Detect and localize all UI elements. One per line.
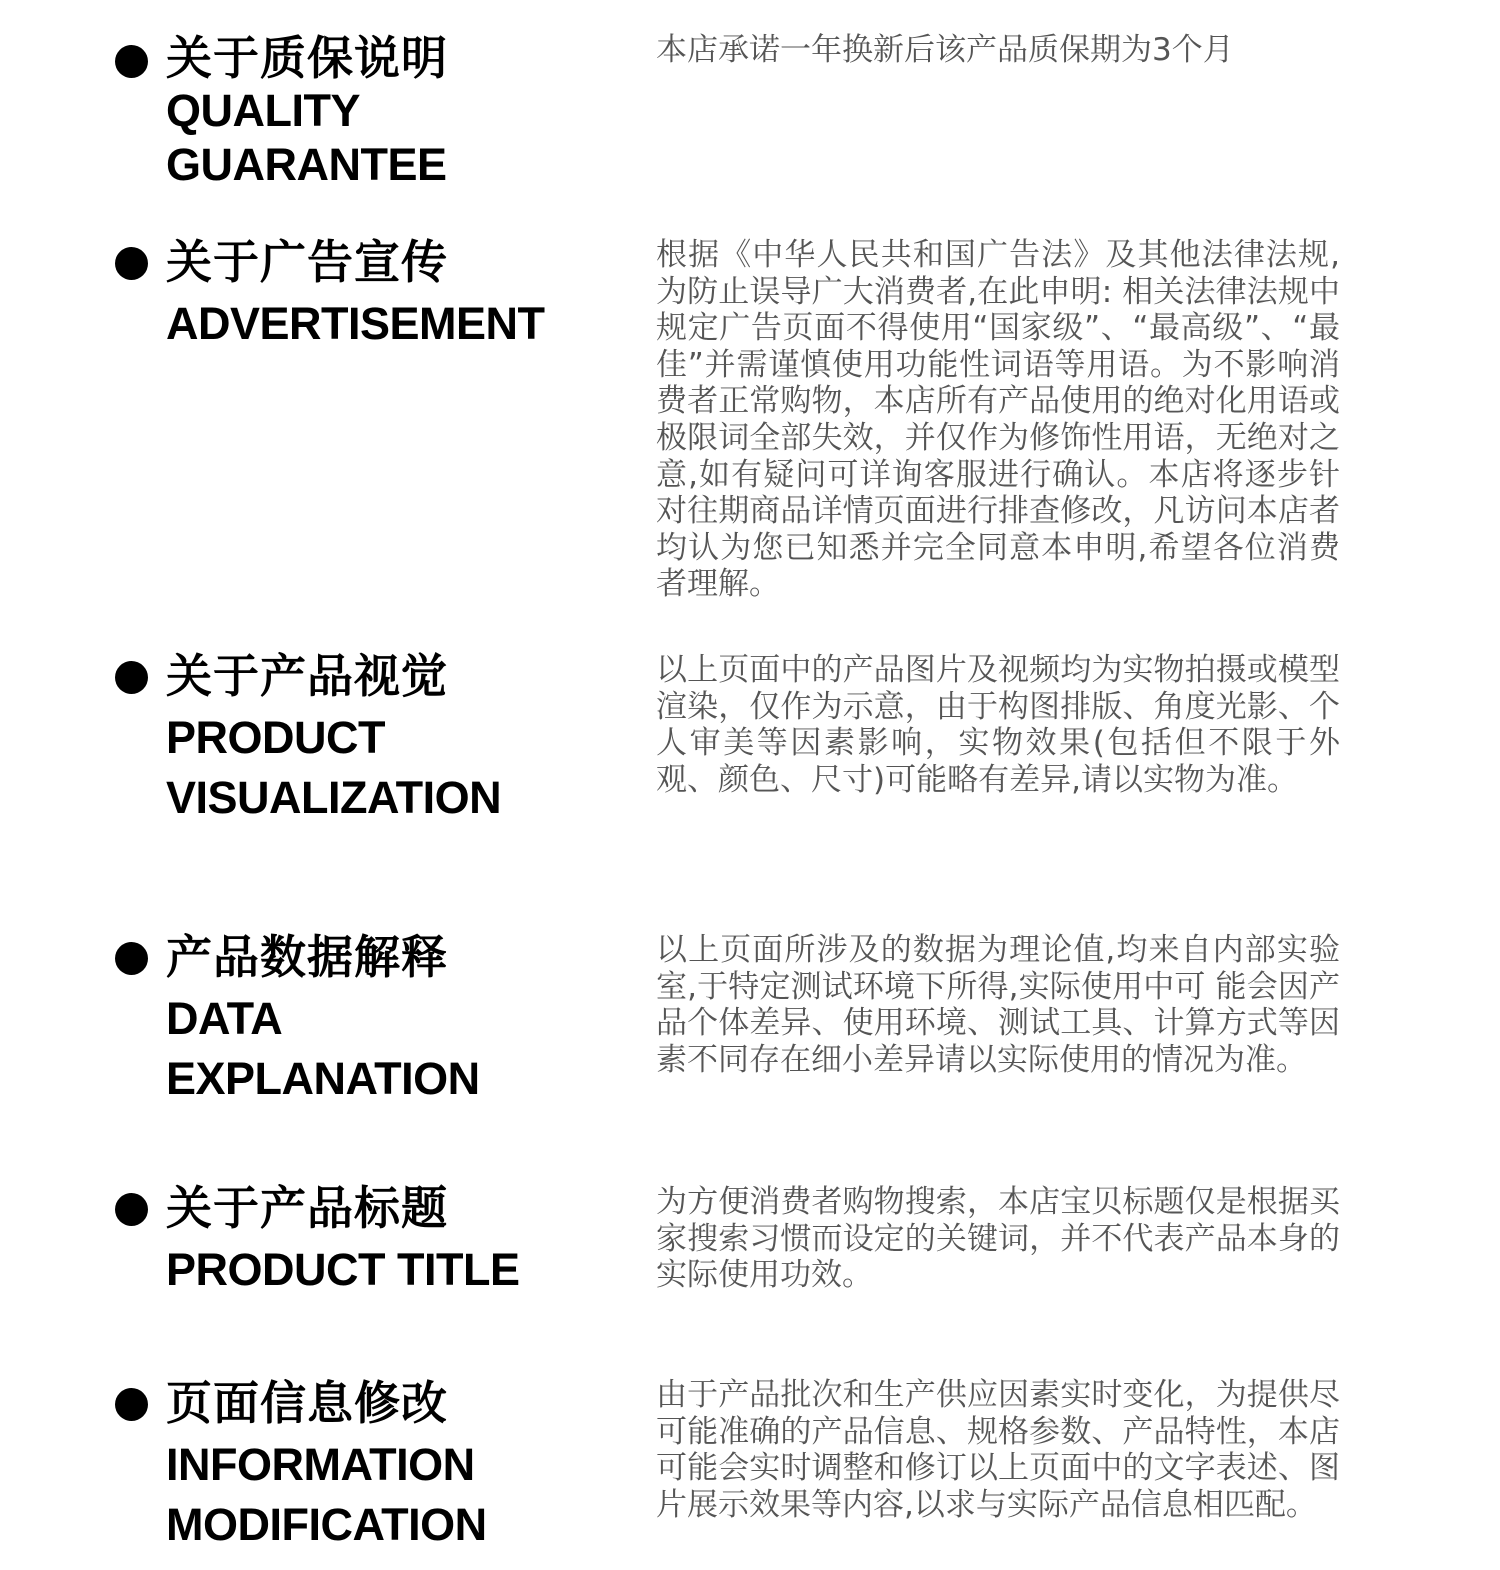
section-heading [166,650,626,828]
section-heading [166,32,626,192]
heading-cn: 页面信息修改 [166,1376,448,1430]
heading-en: ADVERTISEMENT [166,298,545,349]
heading-en: DATA EXPLANATION [166,993,480,1104]
heading-en: PRODUCT VISUALIZATION [166,712,502,823]
section-body: 为方便消费者购物搜索，本店宝贝标题仅是根据买家搜索习惯而设定的关键词，并不代表产品本身的实际使用功效。 [656,1184,1340,1294]
bullet-icon [115,1388,148,1421]
section-body: 由于产品批次和生产供应因素实时变化，为提供尽可能准确的产品信息、规格参数、产品特性，本店可能会实时调整和修订以上页面中的文字表述、图片展示效果等内容,以求与实际产品信息相匹配。 [656,1377,1340,1523]
bullet-icon [115,942,148,975]
section-body: 以上页面所涉及的数据为理论值,均来自内部实验室,于特定测试环境下所得,实际使用中可 能会因产品个体差异、使用环境、测试工具、计算方式等因素不同存在细小差异请以实际使用的情况为准。 [656,932,1340,1078]
section-body: 本店承诺一年换新后该产品质保期为3个月 [656,32,1234,68]
section-heading [166,931,626,1109]
heading-cn: 关于广告宣传 [166,235,448,289]
bullet-icon [115,661,148,694]
heading-cn: 关于产品视觉 [166,649,448,703]
bullet-icon [115,45,148,78]
section-body: 根据《中华人民共和国广告法》及其他法律法规,为防止误导广大消费者,在此申明: 相关法律法规中规定广告页面不得使用“国家级”、“最高级”、“最佳”并需谨慎使用功能性词语等用语。为不影响消费者正常购物，本店所有产品使用的绝对化用语或极限词全部失效，并仅作为修饰性用语，无绝对之意,如有疑问可详询客服进行确认。本店将逐步针对往期商品详情页面进行排查修改，凡访问本店者均认为您已知悉并完全同意本申明,希望各位消费者理解。 [656,237,1340,603]
section-heading [166,236,626,354]
heading-cn: 关于质保说明 [166,31,448,85]
heading-en: INFORMATION MODIFICATION [166,1439,487,1550]
section-body: 以上页面中的产品图片及视频均为实物拍摄或模型渲染，仅作为示意，由于构图排版、角度光影、个人审美等因素影响，实物效果(包括但不限于外观、颜色、尺寸)可能略有差异,请以实物为准。 [656,652,1340,798]
section-heading [166,1182,626,1300]
heading-cn: 关于产品标题 [166,1181,448,1235]
heading-en: PRODUCT TITLE [166,1244,520,1295]
section-heading [166,1377,626,1555]
bullet-icon [115,247,148,280]
heading-en: QUALITY GUARANTEE [166,85,447,190]
heading-cn: 产品数据解释 [166,930,448,984]
bullet-icon [115,1193,148,1226]
